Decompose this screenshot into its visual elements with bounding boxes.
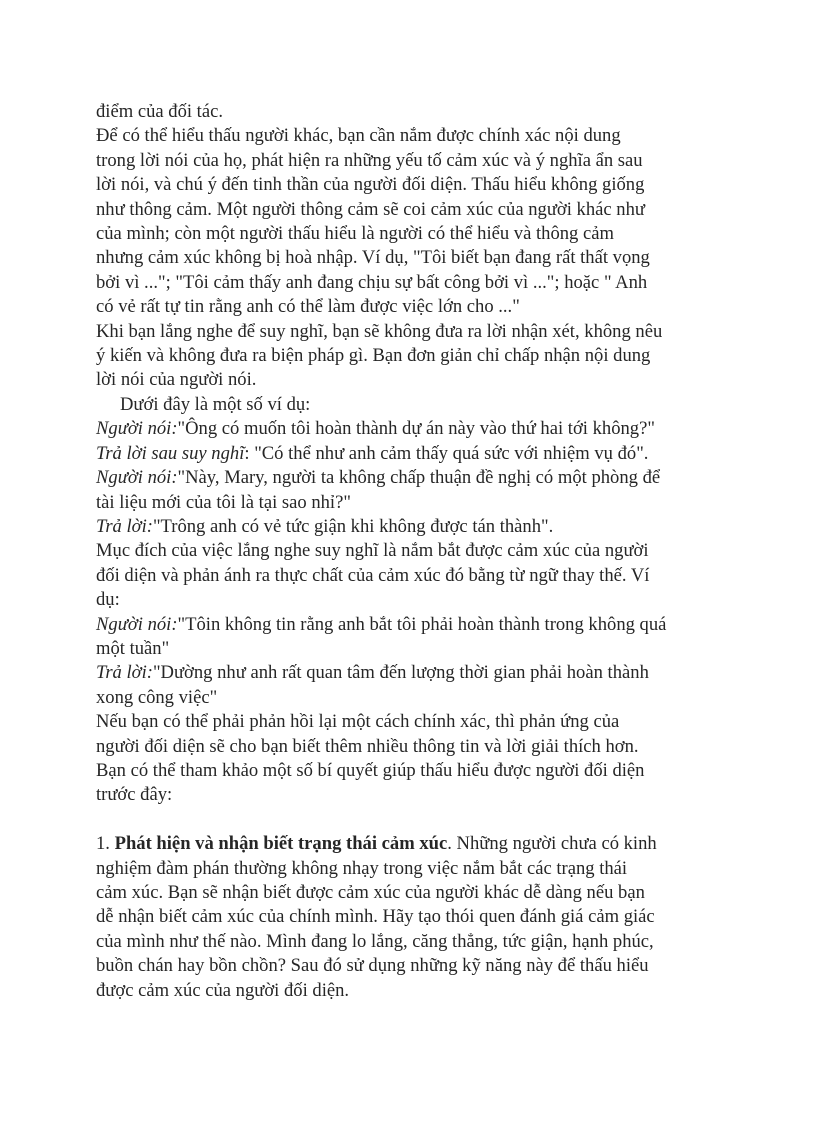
document-page [96,100,726,1003]
paragraph-line: điểm của đối tác. [96,101,224,122]
tip-line: nghiệm đàm phán thường không nhạy trong việc nắm bắt các trạng thái [96,857,628,879]
example-reply-line [96,442,726,466]
tip-title: Phát hiện và nhận biết trạng thái cảm xúc [114,833,448,855]
reply-label: Trả lời sau suy nghĩ [96,442,245,464]
tip-line: cảm xúc. Bạn sẽ nhận biết được cảm xúc của người khác dễ dàng nếu bạn [96,881,645,903]
paragraph-line: như thông cảm. Một người thông cảm sẽ coi cảm xúc của người khác như [96,198,645,220]
paragraph-line: Khi bạn lắng nghe để suy nghĩ, bạn sẽ không đưa ra lời nhận xét, không nêu [96,320,663,342]
example-speaker-line: một tuần" [96,637,170,659]
speaker-label: Người nói: [96,467,178,489]
speaker-text: "Tôin không tin rằng anh bắt tôi phải hoàn thành trong không quá [177,613,667,635]
closing-line: Bạn có thể tham khảo một số bí quyết giúp thấu hiểu được người đối diện [96,759,645,781]
tip-text: . Những người chưa có kinh [447,833,657,855]
examples-intro: Dưới đây là một số ví dụ: [120,393,311,415]
tip-line: dễ nhận biết cảm xúc của chính mình. Hãy tạo thói quen đánh giá cảm giác [96,906,655,928]
closing-line: trước đây: [96,784,173,806]
paragraph-line: nhưng cảm xúc không bị hoà nhập. Ví dụ, "Tôi biết bạn đang rất thất vọng [96,247,650,269]
reply-label: Trả lời: [96,515,153,537]
paragraph-line: có vẻ rất tự tin rằng anh có thể làm được việc lớn cho ..." [96,296,520,318]
tip-line: buồn chán hay bồn chồn? Sau đó sử dụng những kỹ năng này để thấu hiểu [96,955,649,977]
tip-line: được cảm xúc của người đối diện. [96,979,350,1001]
closing-line: người đối diện sẽ cho bạn biết thêm nhiều thông tin và lời giải thích hơn. [96,735,639,757]
paragraph-line: lời nói của người nói. [96,369,257,391]
example-speaker-line [96,466,726,490]
blank-line [96,808,726,832]
paragraph-line: ý kiến và không đưa ra biện pháp gì. Bạn đơn giản chỉ chấp nhận nội dung [96,345,651,367]
paragraph-line: của mình; còn một người thấu hiểu là người có thể hiểu và thông cảm [96,223,614,245]
reply-text: "Trông anh có vẻ tức giận khi không được tán thành". [152,515,554,537]
paragraph-line: bởi vì ..."; "Tôi cảm thấy anh đang chịu sự bất công bởi vì ..."; hoặc " Anh [96,271,648,293]
paragraph-line: trong lời nói của họ, phát hiện ra những yếu tố cảm xúc và ý nghĩa ẩn sau [96,149,643,171]
paragraph-line: lời nói, và chú ý đến tinh thần của người đối diện. Thấu hiểu không giống [96,174,645,196]
reply-text: "Dường như anh rất quan tâm đến lượng thời gian phải hoàn thành [152,662,649,684]
purpose-line: Mục đích của việc lắng nghe suy nghĩ là nắm bắt được cảm xúc của người [96,540,649,562]
speaker-text: "Ông có muốn tôi hoàn thành dự án này vào thứ hai tới không?" [177,418,655,440]
example-speaker-line [96,613,726,637]
speaker-label: Người nói: [96,613,178,635]
tip-number: 1. [96,833,115,855]
reply-label: Trả lời: [96,662,153,684]
example-reply-line [96,515,726,539]
closing-line: Nếu bạn có thể phải phản hồi lại một cách chính xác, thì phản ứng của [96,711,620,733]
purpose-line: dụ: [96,589,120,611]
example-speaker-line: tài liệu mới của tôi là tại sao nhỉ?" [96,491,351,513]
purpose-line: đối diện và phản ánh ra thực chất của cảm xúc đó bằng từ ngữ thay thế. Ví [96,564,650,586]
speaker-label: Người nói: [96,418,178,440]
speaker-text: "Này, Mary, người ta không chấp thuận đề nghị có một phòng để [177,467,661,489]
reply-text: : "Có thể như anh cảm thấy quá sức với nhiệm vụ đó". [244,442,649,464]
example-speaker-line [96,417,726,441]
tip-line: của mình như thế nào. Mình đang lo lắng, căng thẳng, tức giận, hạnh phúc, [96,930,654,952]
paragraph-line: Để có thể hiểu thấu người khác, bạn cần nắm được chính xác nội dung [96,125,621,147]
example-reply-line [96,661,726,685]
example-reply-line: xong công việc" [96,686,218,708]
tip-heading-line [96,832,726,856]
